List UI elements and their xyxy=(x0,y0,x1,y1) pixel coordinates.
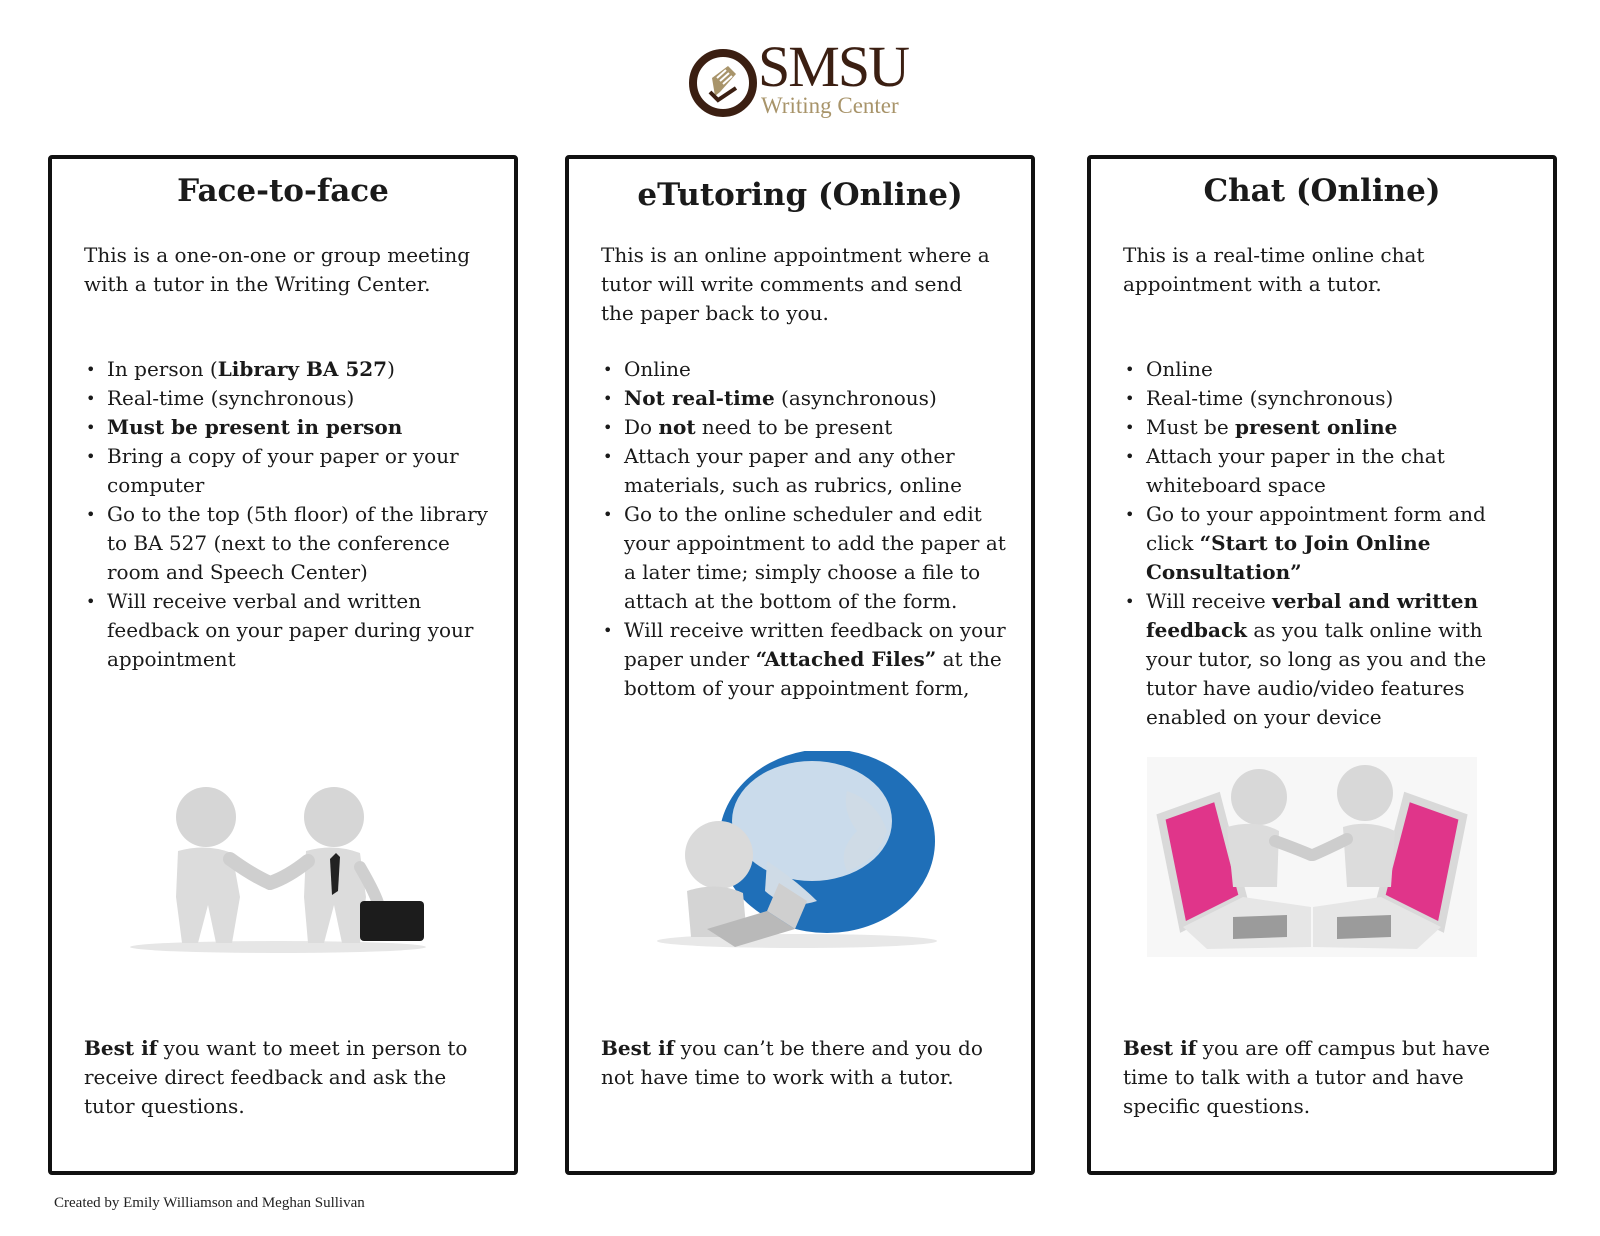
bullet-item: • Attach your paper and any other materials, such as rubrics, online xyxy=(601,442,1011,500)
bullet-item: • Bring a copy of your paper or your computer xyxy=(84,442,494,500)
credits-footer: Created by Emily Williamson and Meghan Sullivan xyxy=(54,1195,365,1211)
panel-title: eTutoring (Online) xyxy=(637,177,963,213)
best-if-label: Best if xyxy=(1123,1036,1197,1060)
bullet-item: • Go to your appointment form and click “Start to Join Online Consultation” xyxy=(1123,500,1533,587)
bullet-item: • Must be present in person xyxy=(84,413,494,442)
panel-title: Face-to-face xyxy=(177,173,389,209)
laptop-handshake-icon xyxy=(1147,757,1477,957)
bullet-item: • Go to the top (5th floor) of the library to BA 527 (next to the conference room and Speech Center) xyxy=(84,500,494,587)
bullet-list xyxy=(84,355,494,674)
bullet-item: • Not real-time (asynchronous) xyxy=(601,384,1011,413)
bullet-item: • Online xyxy=(601,355,1011,384)
globe-laptop-figure-icon xyxy=(647,751,947,951)
bullet-item: • In person (Library BA 527) xyxy=(84,355,494,384)
bullet-item: • Attach your paper in the chat whiteboard space xyxy=(1123,442,1533,500)
best-if-label: Best if xyxy=(601,1036,675,1060)
panel-title: Chat (Online) xyxy=(1203,173,1441,209)
best-if-text xyxy=(1123,1034,1527,1121)
panel-intro: This is an online appointment where a tutor will write comments and send the paper back to you. xyxy=(601,243,990,325)
handshake-figures-icon xyxy=(128,787,428,957)
best-if-text xyxy=(84,1034,488,1121)
pencil-circle-logo-icon xyxy=(688,48,758,118)
bullet-item: • Must be present online xyxy=(1123,413,1533,442)
bullet-item: • Real-time (synchronous) xyxy=(84,384,494,413)
panel-face-to-face xyxy=(48,155,518,1175)
best-if-label: Best if xyxy=(84,1036,158,1060)
logo-title: SMSU xyxy=(758,34,908,99)
bullet-item: • Will receive verbal and written feedback as you talk online with your tutor, so long as you and the tutor have audio/video features enabled on your device xyxy=(1123,587,1533,732)
bullet-item: • Will receive written feedback on your paper under “Attached Files” at the bottom of your appointment form, xyxy=(601,616,1011,703)
panel-intro: This is a one-on-one or group meeting with a tutor in the Writing Center. xyxy=(84,243,471,296)
bullet-item: • Will receive verbal and written feedback on your paper during your appointment xyxy=(84,587,494,674)
best-if-description: you want to meet in person to receive direct feedback and ask the tutor questions. xyxy=(84,1036,468,1118)
bullet-item: • Online xyxy=(1123,355,1533,384)
bullet-item: • Go to the online scheduler and edit your appointment to add the paper at a later time; simply choose a file to attach at the bottom of the form. xyxy=(601,500,1011,616)
panel-etutoring xyxy=(565,155,1035,1175)
best-if-description: you can’t be there and you do not have time to work with a tutor. xyxy=(601,1036,983,1089)
best-if-description: you are off campus but have time to talk with a tutor and have specific questions. xyxy=(1123,1036,1490,1118)
panel-intro: This is a real-time online chat appointment with a tutor. xyxy=(1123,243,1425,296)
smsu-logo xyxy=(688,34,928,124)
bullet-list xyxy=(1123,355,1533,732)
panel-chat xyxy=(1087,155,1557,1175)
bullet-list xyxy=(601,355,1011,703)
bullet-item: • Do not need to be present xyxy=(601,413,1011,442)
best-if-text xyxy=(601,1034,1005,1092)
logo-subtitle: Writing Center xyxy=(761,93,899,118)
bullet-item: • Real-time (synchronous) xyxy=(1123,384,1533,413)
